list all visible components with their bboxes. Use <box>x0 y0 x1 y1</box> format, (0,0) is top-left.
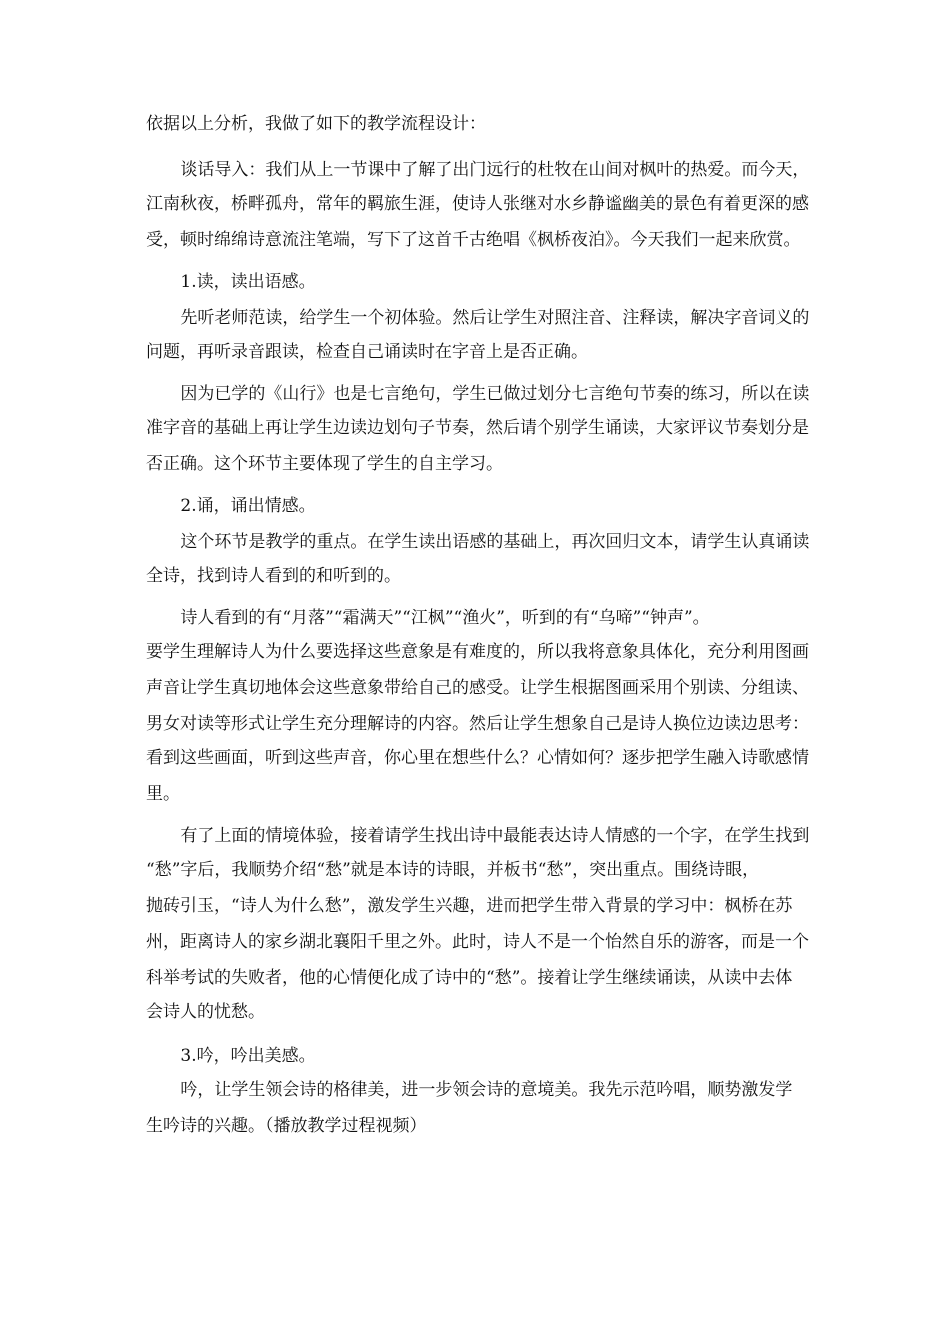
text-line: 有了上面的情境体验，接着请学生找出诗中最能表达诗人情感的一个字，在学生找到 <box>180 826 810 846</box>
text-line: 依据以上分析，我做了如下的教学流程设计： <box>146 114 486 134</box>
text-line: 1.读，读出语感。 <box>180 272 316 292</box>
text-line: 吟，让学生领会诗的格律美，进一步领会诗的意境美。我先示范吟唱，顺势激发学 <box>180 1080 793 1100</box>
text-line: 先听老师范读，给学生一个初体验。然后让学生对照注音、注释读，解决字音词义的 <box>180 308 810 328</box>
text-line: 男女对读等形式让学生充分理解诗的内容。然后让学生想象自己是诗人换位边读边思考： <box>146 714 809 734</box>
text-line: 问题，再听录音跟读，检查自己诵读时在字音上是否正确。 <box>146 342 588 362</box>
text-line: 受，顿时绵绵诗意流注笔端，写下了这首千古绝唱《枫桥夜泊》。今天我们一起来欣赏。 <box>146 230 801 250</box>
text-line: 准字音的基础上再让学生边读边划句子节奏，然后请个别学生诵读，大家评议节奏划分是 <box>146 418 809 438</box>
text-line: 3.吟，吟出美感。 <box>180 1046 316 1066</box>
text-line: 会诗人的忧愁。 <box>146 1002 265 1022</box>
text-line: 生吟诗的兴趣。（播放教学过程视频） <box>146 1116 427 1136</box>
text-line: 抛砖引玉，“诗人为什么愁”，激发学生兴趣，进而把学生带入背景的学习中：枫桥在苏 <box>146 896 793 916</box>
text-line: 科举考试的失败者，他的心情便化成了诗中的“愁”。接着让学生继续诵读，从读中去体 <box>146 968 793 988</box>
text-line: 否正确。这个环节主要体现了学生的自主学习。 <box>146 454 503 474</box>
text-line: “愁”字后，我顺势介绍“愁”就是本诗的诗眼，并板书“愁”，突出重点。围绕诗眼， <box>146 860 760 880</box>
text-line: 州，距离诗人的家乡湖北襄阳千里之外。此时，诗人不是一个怡然自乐的游客，而是一个 <box>146 932 809 952</box>
text-line: 里。 <box>146 784 180 804</box>
text-line: 看到这些画面，听到这些声音，你心里在想些什么？心情如何？逐步把学生融入诗歌感情 <box>146 748 809 768</box>
text-line: 2.诵，诵出情感。 <box>180 496 316 516</box>
text-line: 诗人看到的有“月落”“霜满天”“江枫”“渔火”，听到的有“乌啼”“钟声”。 <box>180 608 710 628</box>
text-line: 全诗，找到诗人看到的和听到的。 <box>146 566 401 586</box>
text-line: 谈话导入：我们从上一节课中了解了出门远行的杜牧在山间对枫叶的热爱。而今天， <box>180 160 810 180</box>
text-line: 这个环节是教学的重点。在学生读出语感的基础上，再次回归文本，请学生认真诵读 <box>180 532 810 552</box>
text-line: 要学生理解诗人为什么要选择这些意象是有难度的，所以我将意象具体化，充分利用图画 <box>146 642 809 662</box>
text-line: 声音让学生真切地体会这些意象带给自己的感受。让学生根据图画采用个别读、分组读、 <box>146 678 809 698</box>
text-line: 江南秋夜，桥畔孤舟，常年的羁旅生涯，使诗人张继对水乡静谧幽美的景色有着更深的感 <box>146 194 809 214</box>
text-line: 因为已学的《山行》也是七言绝句，学生已做过划分七言绝句节奏的练习，所以在读 <box>180 384 810 404</box>
